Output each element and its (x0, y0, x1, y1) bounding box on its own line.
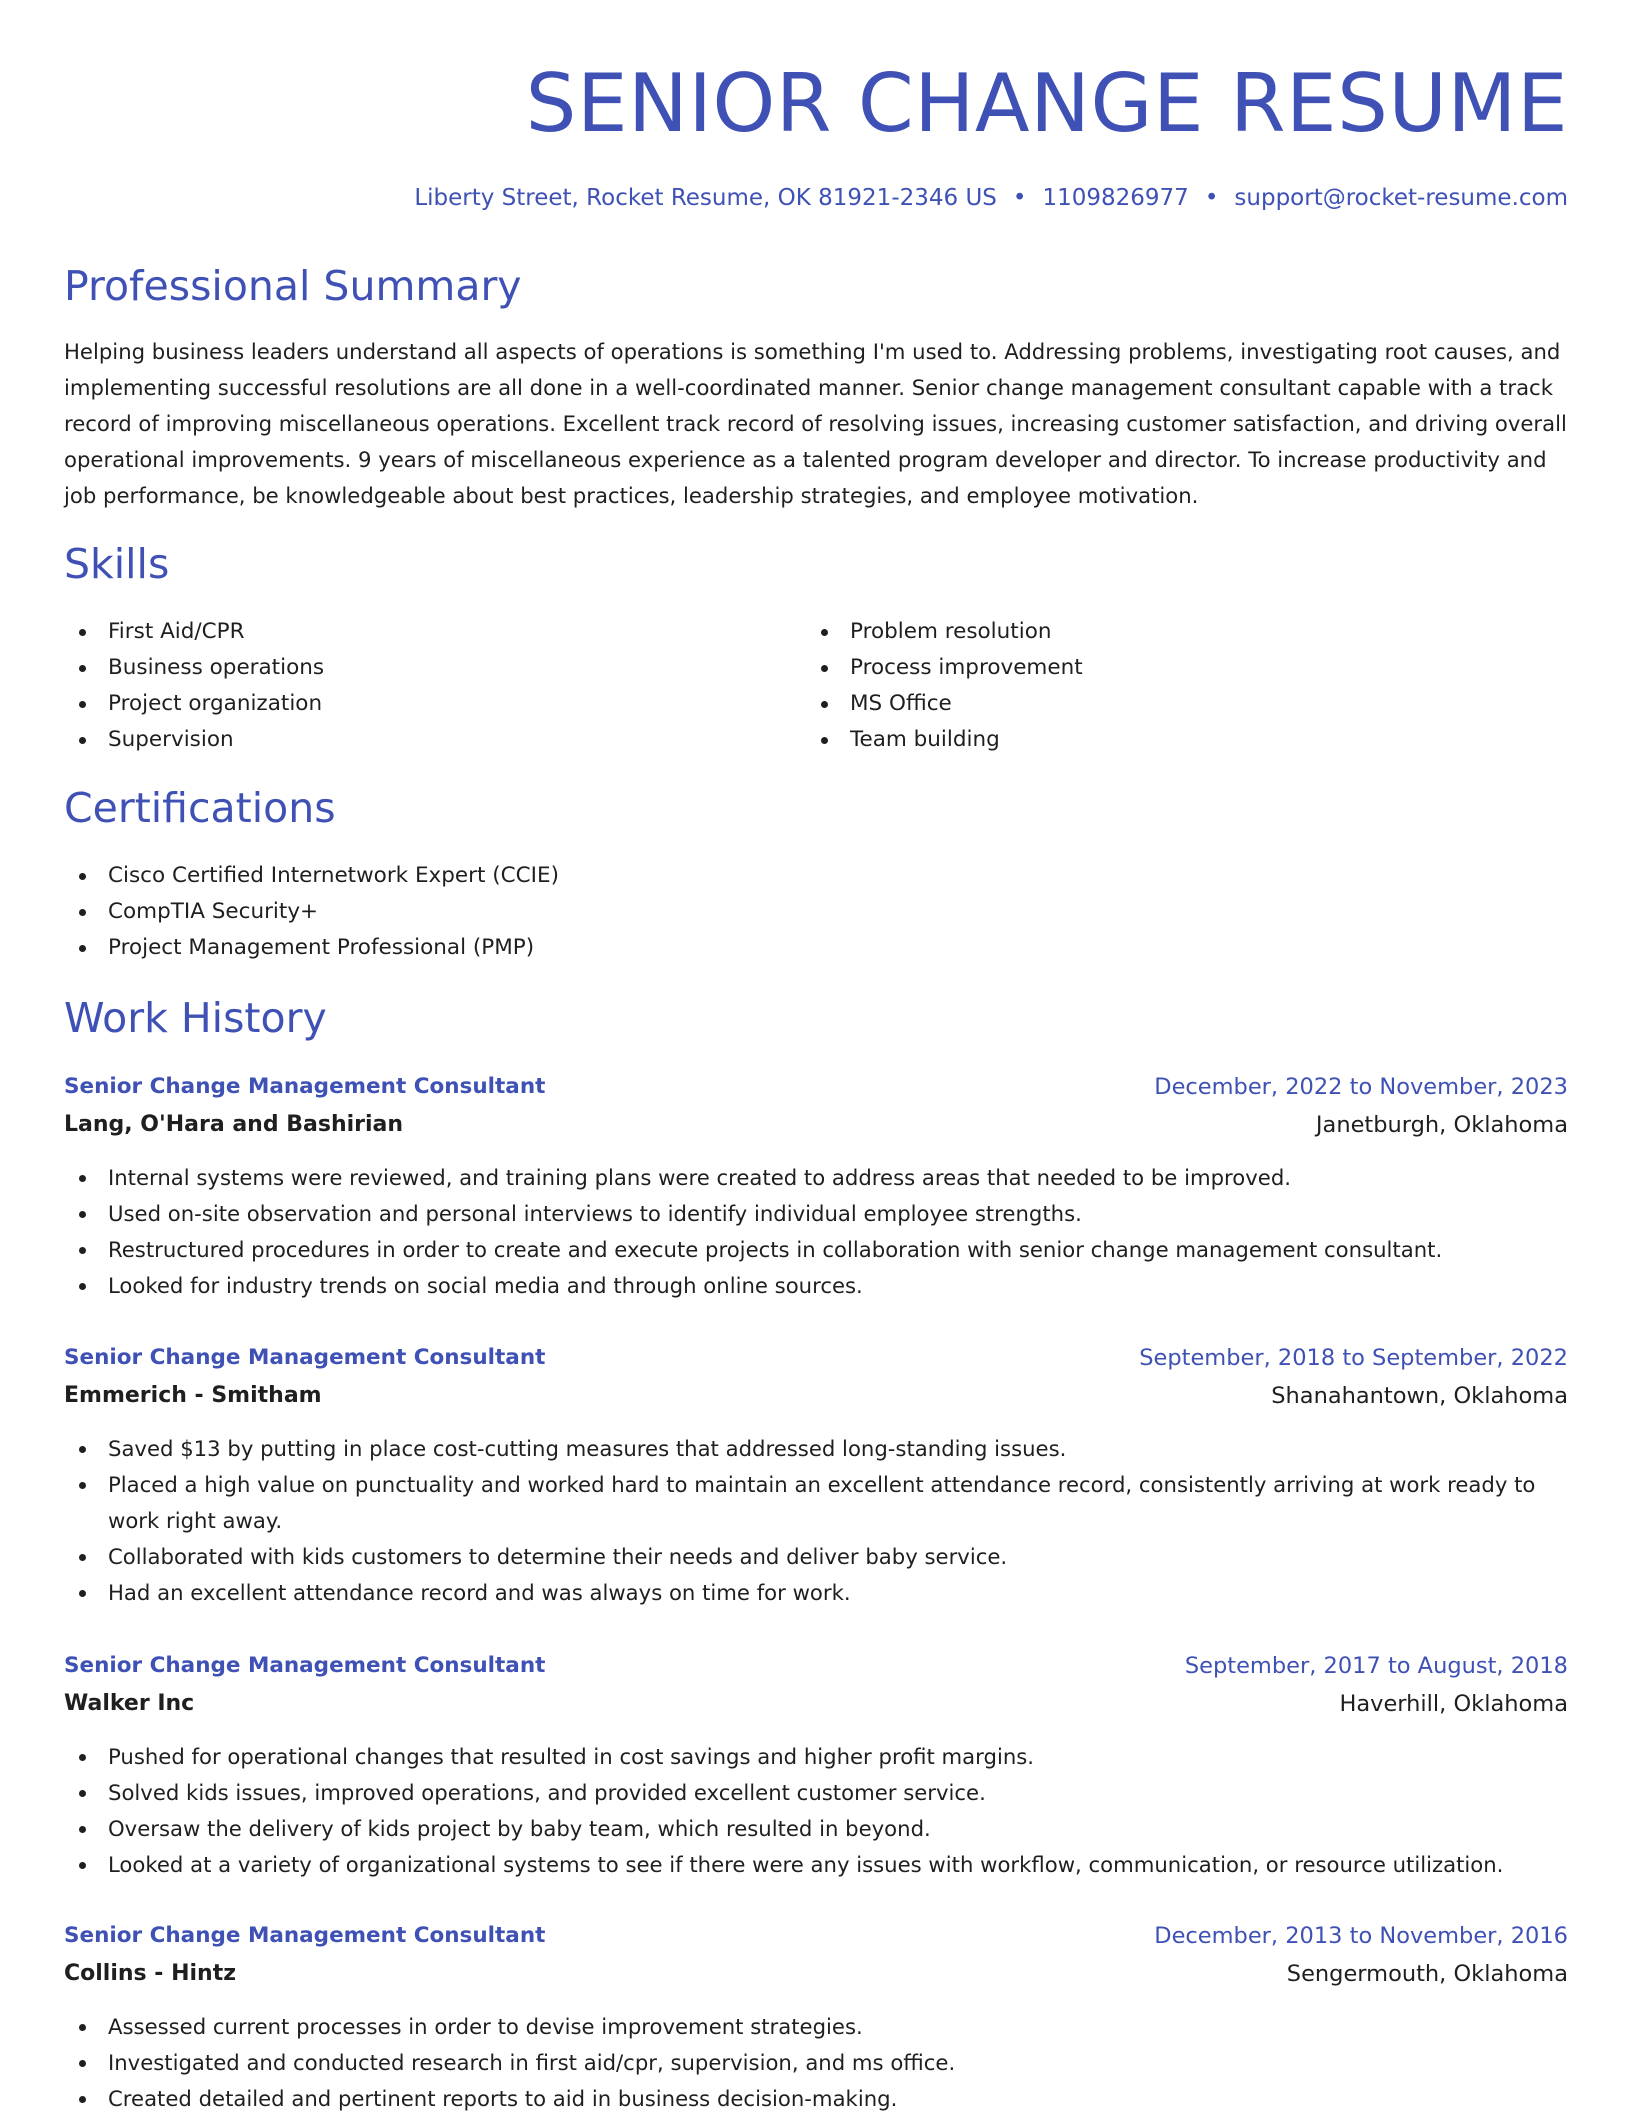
job-company: Walker Inc (64, 1691, 195, 1716)
skill-item: Team building (806, 722, 1506, 758)
job-bullet: Created detailed and pertinent reports to aid in business decision-making. (64, 2081, 1568, 2117)
contact-separator: • (1012, 185, 1027, 211)
job-title: Senior Change Management Consultant (64, 1074, 546, 1099)
job-title: Senior Change Management Consultant (64, 1345, 546, 1370)
job-company-row (64, 1955, 1568, 1993)
skill-item: First Aid/CPR (64, 614, 764, 650)
job-company-row (64, 1377, 1568, 1415)
job-header-row (64, 1647, 1568, 1685)
job-entry (64, 1339, 1568, 1611)
job-dates: September, 2017 to August, 2018 (1184, 1653, 1568, 1679)
contact-separator: • (1204, 185, 1219, 211)
job-bullet: Saved $13 by putting in place cost-cutting measures that addressed long-standing issues. (64, 1431, 1568, 1467)
job-bullet: Used on-site observation and personal interviews to identify individual employee strengths. (64, 1196, 1568, 1232)
section-title-certifications: Certifications (64, 784, 336, 832)
job-title: Senior Change Management Consultant (64, 1653, 546, 1678)
job-bullet: Looked at a variety of organizational systems to see if there were any issues with workflow, communication, or resource utilization. (64, 1847, 1568, 1883)
job-company: Collins - Hintz (64, 1961, 237, 1986)
job-bullets (64, 1431, 1568, 1611)
job-bullet: Solved kids issues, improved operations, and provided excellent customer service. (64, 1775, 1568, 1811)
job-dates: September, 2018 to September, 2022 (1139, 1345, 1568, 1371)
job-title: Senior Change Management Consultant (64, 1923, 546, 1948)
certification-item: CompTIA Security+ (64, 894, 1064, 930)
job-header-row (64, 1068, 1568, 1106)
job-location: Janetburgh, Oklahoma (1315, 1112, 1568, 1138)
contact-line (414, 180, 1568, 216)
certifications-list (64, 858, 1064, 966)
job-bullet: Placed a high value on punctuality and worked hard to maintain an excellent attendance record, consistently arriving at work ready to work right away. (64, 1467, 1568, 1539)
job-bullet: Had an excellent attendance record and was always on time for work. (64, 1575, 1568, 1611)
contact-email: support@rocket-resume.com (1234, 185, 1568, 211)
resume-name: SENIOR CHANGE RESUME (525, 57, 1568, 150)
job-bullet: Collaborated with kids customers to determine their needs and deliver baby service. (64, 1539, 1568, 1575)
skill-item: Business operations (64, 650, 764, 686)
job-entry (64, 1647, 1568, 1883)
certification-item: Cisco Certified Internetwork Expert (CCIE) (64, 858, 1064, 894)
job-bullets (64, 2009, 1568, 2117)
job-bullet: Investigated and conducted research in first aid/cpr, supervision, and ms office. (64, 2045, 1568, 2081)
skill-item: MS Office (806, 686, 1506, 722)
job-company: Lang, O'Hara and Bashirian (64, 1112, 404, 1137)
section-title-skills: Skills (64, 540, 170, 588)
job-bullet: Internal systems were reviewed, and training plans were created to address areas that needed to be improved. (64, 1160, 1568, 1196)
job-dates: December, 2022 to November, 2023 (1154, 1074, 1568, 1100)
job-location: Shanahantown, Oklahoma (1271, 1383, 1568, 1409)
skills-list-right (806, 614, 1506, 758)
certification-item: Project Management Professional (PMP) (64, 930, 1064, 966)
job-bullets (64, 1160, 1568, 1304)
contact-phone: 1109826977 (1042, 185, 1189, 211)
job-bullet: Oversaw the delivery of kids project by baby team, which resulted in beyond. (64, 1811, 1568, 1847)
job-company-row (64, 1106, 1568, 1144)
job-company: Emmerich - Smitham (64, 1383, 322, 1408)
job-location: Sengermouth, Oklahoma (1286, 1961, 1568, 1987)
job-bullet: Assessed current processes in order to devise improvement strategies. (64, 2009, 1568, 2045)
job-bullet: Looked for industry trends on social media and through online sources. (64, 1268, 1568, 1304)
skills-list-left (64, 614, 764, 758)
job-entry (64, 1068, 1568, 1304)
skill-item: Problem resolution (806, 614, 1506, 650)
job-location: Haverhill, Oklahoma (1339, 1691, 1568, 1717)
section-title-work-history: Work History (64, 994, 327, 1042)
job-entry (64, 1917, 1568, 2117)
section-title-summary: Professional Summary (64, 262, 522, 310)
job-bullet: Pushed for operational changes that resulted in cost savings and higher profit margins. (64, 1739, 1568, 1775)
job-dates: December, 2013 to November, 2016 (1154, 1923, 1568, 1949)
job-header-row (64, 1339, 1568, 1377)
skill-item: Supervision (64, 722, 764, 758)
job-company-row (64, 1685, 1568, 1723)
job-bullets (64, 1739, 1568, 1883)
contact-address: Liberty Street, Rocket Resume, OK 81921-2346 US (414, 185, 997, 211)
job-header-row (64, 1917, 1568, 1955)
summary-text: Helping business leaders understand all aspects of operations is something I'm used to. Addressing problems, investigating root causes, and implementing successful resolutions are all done in a well-coordinated manner. Senior change management consultant capable with a track record of improving miscellaneous operations. Excellent track record of resolving issues, increasing customer satisfaction, and driving overall operational improvements. 9 years of miscellaneous experience as a talented program developer and director. To increase productivity and job performance, be knowledgeable about best practices, leadership strategies, and employee motivation. (64, 339, 1567, 508)
skill-item: Project organization (64, 686, 764, 722)
job-bullet: Restructured procedures in order to create and execute projects in collaboration with senior change management consultant. (64, 1232, 1568, 1268)
skill-item: Process improvement (806, 650, 1506, 686)
